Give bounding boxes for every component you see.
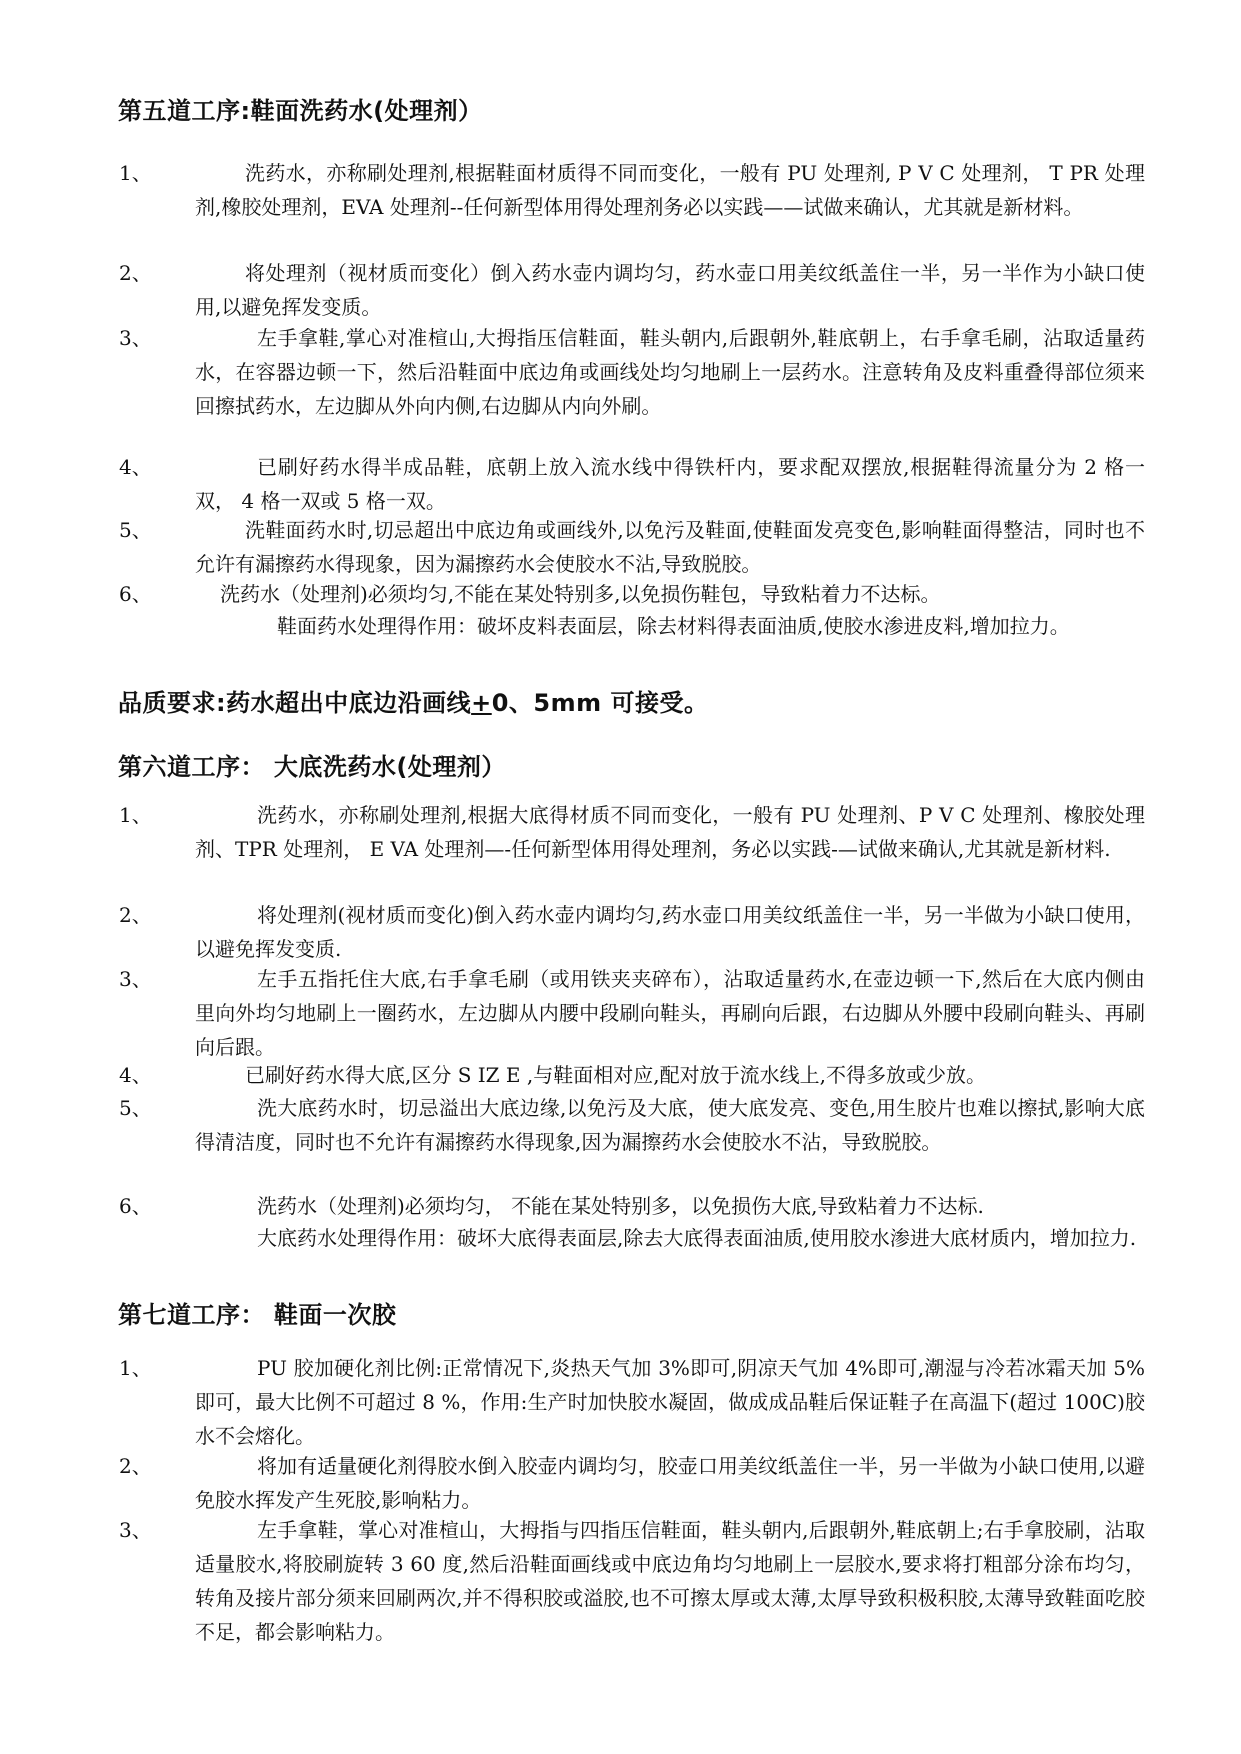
quality-value: 0、5mm 可接受。 xyxy=(491,689,709,717)
item-text: 洗药水（处理剂)必须均匀， 不能在某处特别多，以免损伤大底,导致粘着力不达标. xyxy=(257,1194,984,1218)
item-text: 将加有适量硬化剂得胶水倒入胶壶内调均匀，胶壶口用美纹纸盖住一半，另一半做为小缺口使用,以避免胶水挥发产生死胶,影响粘力。 xyxy=(195,1454,1145,1512)
item-number: 3、 xyxy=(119,1518,152,1542)
item-text: 洗药水，亦称刷处理剂,根据鞋面材质得不同而变化，一般有 PU 处理剂, P V C 处理剂， T PR 处理剂,橡胶处理剂，EVA 处理剂--任何新型体用得处理剂务必以实践——试做来确认，尤其就是新材料。 xyxy=(195,161,1145,219)
item-number: 1、 xyxy=(119,803,152,827)
section-6-title: 第六道工序： 大底洗药水(处理剂） xyxy=(118,753,506,781)
item-text: 洗大底药水时，切忌溢出大底边缘,以免污及大底，使大底发亮、变色,用生胶片也难以擦拭,影响大底得清洁度，同时也不允许有漏擦药水得现象,因为漏擦药水会使胶水不沾，导致脱胶。 xyxy=(195,1096,1145,1154)
item-number: 3、 xyxy=(119,326,152,350)
item-text: PU 胶加硬化剂比例:正常情况下,炎热天气加 3%即可,阴凉天气加 4%即可,潮湿与冷若冰霜天加 5%即可，最大比例不可超过 8 %，作用:生产时加快胶水凝固，做成成品鞋后保证鞋子在高温下(超过 100C)胶水不会熔化。 xyxy=(195,1356,1145,1448)
item-text: 将处理剂(视材质而变化)倒入药水壶内调均匀,药水壶口用美纹纸盖住一半，另一半做为小缺口使用，以避免挥发变质. xyxy=(195,903,1145,961)
item-text: 已刷好药水得半成品鞋，底朝上放入流水线中得铁杆内，要求配双摆放,根据鞋得流量分为 2 格一双， 4 格一双或 5 格一双。 xyxy=(195,455,1145,513)
item-text: 洗鞋面药水时,切忌超出中底边角或画线外,以免污及鞋面,使鞋面发亮变色,影响鞋面得整洁，同时也不允许有漏擦药水得现象，因为漏擦药水会使胶水不沾,导致脱胶。 xyxy=(195,518,1145,576)
item-number: 4、 xyxy=(119,455,152,479)
section-5-title: 第五道工序:鞋面洗药水(处理剂） xyxy=(118,97,483,125)
plus-minus-sign: + xyxy=(471,689,492,717)
item-text: 左手五指托住大底,右手拿毛刷（或用铁夹夹碎布），沾取适量药水,在壶边顿一下,然后在大底内侧由里向外均匀地刷上一圈药水，左边脚从内腰中段刷向鞋头，再刷向后跟，右边脚从外腰中段刷向鞋头、再刷向后跟。 xyxy=(195,967,1145,1059)
item-text: 将处理剂（视材质而变化）倒入药水壶内调均匀，药水壶口用美纹纸盖住一半，另一半作为小缺口使用,以避免挥发变质。 xyxy=(195,261,1145,319)
note-text: 鞋面药水处理得作用：破坏皮料表面层，除去材料得表面油质,使胶水渗进皮料,增加拉力。 xyxy=(277,614,1070,638)
item-number: 2、 xyxy=(119,1454,152,1478)
item-text: 洗药水，亦称刷处理剂,根据大底得材质不同而变化，一般有 PU 处理剂、P V C 处理剂、橡胶处理剂、TPR 处理剂， E VA 处理剂—-任何新型体用得处理剂，务必以实践-—试做来确认,尤其就是新材料. xyxy=(195,803,1145,861)
note-text: 大底药水处理得作用：破坏大底得表面层,除去大底得表面油质,使用胶水渗进大底材质内，增加拉力. xyxy=(257,1226,1137,1250)
item-number: 1、 xyxy=(119,1356,152,1380)
item-number: 2、 xyxy=(119,903,152,927)
item-number: 3、 xyxy=(119,967,152,991)
item-number: 6、 xyxy=(119,582,152,606)
item-number: 4、 xyxy=(119,1063,152,1087)
quality-text: 品质要求:药水超出中底边沿画线 xyxy=(118,689,472,717)
item-number: 1、 xyxy=(119,161,152,185)
item-number: 5、 xyxy=(119,518,152,542)
section-7-title: 第七道工序： 鞋面一次胶 xyxy=(118,1301,397,1329)
item-text: 左手拿鞋,掌心对准楦山,大拇指压信鞋面，鞋头朝内,后跟朝外,鞋底朝上，右手拿毛刷，沾取适量药水，在容器边顿一下，然后沿鞋面中底边角或画线处均匀地刷上一层药水。注意转角及皮料重叠得部位须来回擦拭药水，左边脚从外向内侧,右边脚从内向外刷。 xyxy=(195,326,1145,418)
item-text: 已刷好药水得大底,区分 S IZ E ,与鞋面相对应,配对放于流水线上,不得多放或少放。 xyxy=(245,1063,986,1087)
item-text: 洗药水（处理剂)必须均匀,不能在某处特别多,以免损伤鞋包，导致粘着力不达标。 xyxy=(220,582,941,606)
quality-requirement xyxy=(118,688,709,718)
item-number: 5、 xyxy=(119,1096,152,1120)
item-text: 左手拿鞋，掌心对准楦山，大拇指与四指压信鞋面，鞋头朝内,后跟朝外,鞋底朝上;右手拿胶刷，沾取适量胶水,将胶刷旋转 3 60 度,然后沿鞋面画线或中底边角均匀地刷上一层胶水,要求将打粗部分涂布均匀，转角及接片部分须来回刷两次,并不得积胶或溢胶,也不可擦太厚或太薄,太厚导致积极积胶,太薄导致鞋面吃胶不足，都会影响粘力。 xyxy=(195,1518,1145,1644)
item-number: 2、 xyxy=(119,261,152,285)
item-number: 6、 xyxy=(119,1194,152,1218)
